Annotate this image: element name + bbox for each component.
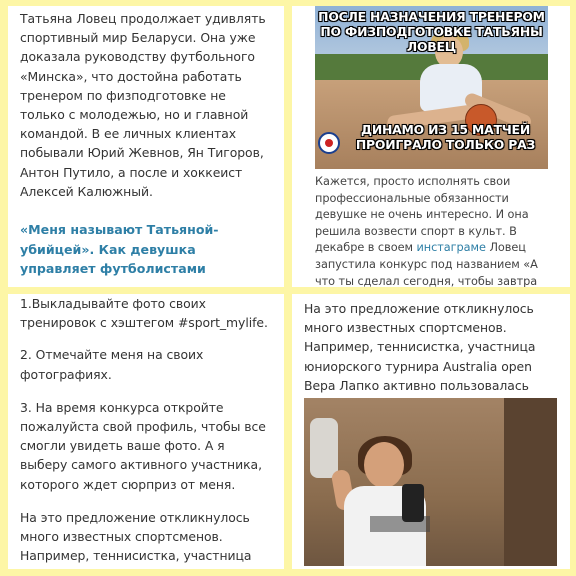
rule-item-3: 3. На время конкурса откройте пожалуйста свой профиль, чтобы все смогли увидеть ваше фото. А я выберу самого активного участника, которого ждет сюрприз от меня.	[20, 399, 266, 492]
meme-bottom-caption: ДИНАМО ИЗ 15 МАТЧЕЙ ПРОИГРАЛО ТОЛЬКО РАЗ	[355, 122, 536, 152]
rule-item-1: 1.Выкладывайте фото своих тренировок с хэштегом #sport_mylife.	[20, 296, 268, 331]
selfie-photo	[304, 398, 557, 566]
response-paragraph: На это предложение откликнулось много известных спортсменов. Например, теннисистка, участница	[20, 509, 252, 564]
dinamo-logo	[318, 132, 340, 154]
related-article-link[interactable]: «Меня называют Татьяной-убийцей». Как девушка управляет футболистами	[20, 222, 219, 277]
article-panel-rules	[8, 294, 284, 569]
response-paragraph-repeat: На это предложение откликнулось много известных спортсменов. Например, теннисистка, участница юниорского турнира Australia open Вера Лапко активно пользовалась	[304, 301, 536, 393]
article-panel-photo	[292, 294, 570, 569]
meme-top-caption: ПОСЛЕ НАЗНАЧЕНИЯ ТРЕНЕРОМ ПО ФИЗПОДГОТОВКЕ ТАТЬЯНЫ ЛОВЕЦ	[318, 9, 545, 54]
instagram-link[interactable]: инстаграме	[416, 241, 486, 255]
article-panel-meme	[292, 6, 570, 287]
meme-image	[315, 6, 548, 169]
article-panel-intro	[8, 6, 284, 287]
phone-icon	[402, 484, 424, 522]
rule-item-2: 2. Отмечайте меня на своих фотографиях.	[20, 347, 204, 382]
contest-paragraph: Кажется, просто исполнять свои профессиональные обязанности девушке не очень интересно. И она решила возвести спорт в культ. В декабре в своем инстаграме Ловец запустила конкурс под названием «А что ты сделал сегодня, чтобы завтра	[315, 175, 538, 287]
intro-paragraph: Татьяна Ловец продолжает удивлять спортивный мир Беларуси. Она уже доказала руководству футбольного «Минска», что достойна работать тренером по физподготовке не только с молодежью, но и главной командой. В ее личных клиентах побывали Юрий Жевнов, Ян Тигоров, Антон Путило, а после и хоккеист Алексей Калюжный.	[20, 11, 266, 199]
